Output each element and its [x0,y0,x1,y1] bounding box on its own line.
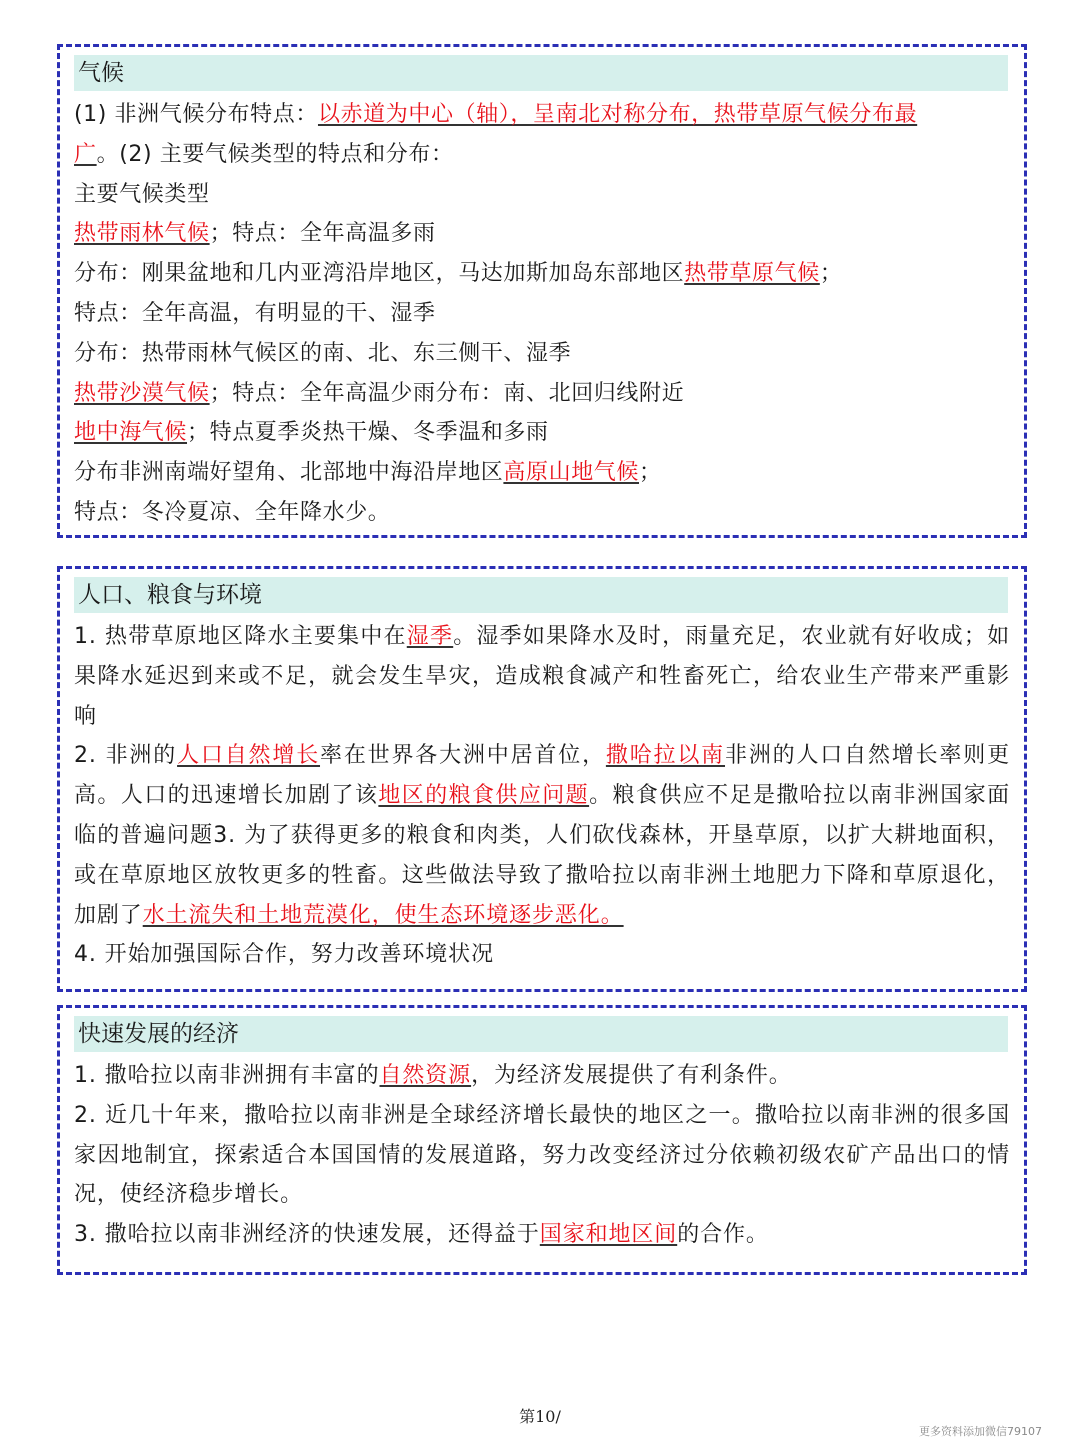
highlight-text: 人口自然增长 [177,743,321,769]
section-economy [57,1005,1027,1275]
highlight-text: 以赤道为中心（轴），呈南北对称分布，热带草原气候分布最 [317,102,918,127]
highlight-text: 广 [74,141,97,167]
text: 2. 非洲的 [74,743,178,769]
highlight-text: 热带雨林气候 [74,221,210,247]
text: 的合作。 [677,1222,769,1248]
economy-paragraph-3 [74,1215,1010,1255]
climate-line-9 [74,413,1010,453]
highlight-text: 热带沙漠气候 [74,380,210,406]
text: ； [819,261,843,287]
climate-line-4 [74,214,1010,254]
text: 特点：全年高温，有明显的干、湿季 [74,300,436,326]
text: ；特点：全年高温少雨分布：南、北回归线附近 [209,380,685,406]
text: 特点：冬冷夏凉、全年降水少。 [74,499,391,525]
highlight-text: 撒哈拉以南 [605,743,726,769]
climate-line-1 [74,95,1010,135]
text: ；特点夏季炎热干燥、冬季温和多雨 [187,420,549,446]
economy-paragraph-1 [74,1056,1010,1096]
climate-line-8 [74,374,1010,414]
section-heading-population: 人口、粮食与环境 [74,577,1008,613]
highlight-text: 水土流失和土地荒漠化，使生态环境逐步恶化。 [142,902,624,928]
text: 3. 撒哈拉以南非洲经济的快速发展，还得益于 [74,1222,540,1248]
text: 分布：刚果盆地和几内亚湾沿岸地区，马达加斯加岛东部地区 [74,261,685,287]
section-climate [57,44,1027,538]
text: 1. 热带草原地区降水主要集中在 [74,624,407,649]
text: (1) 非洲气候分布特点： [74,102,318,127]
highlight-text: 国家和地区间 [539,1222,678,1248]
section-heading-climate: 气候 [74,55,1008,91]
climate-line-10 [74,453,1010,493]
text: 。粮食供应不足是撒哈拉以南非洲国家面临的普遍问题3. 为了获得更多的粮食和肉类，人们砍伐森林，开垦草原，以扩大耕地面积，或在草原地区放牧更多的牲畜。这些做法导致了撒哈拉以南非洲土地肥力下降和草原退化，加剧了 [74,783,1011,928]
text: ；特点：全年高温多雨 [209,221,436,247]
watermark: 更多资料添加微信79107 [919,1425,1042,1438]
section-population [57,566,1027,992]
highlight-text: 热带草原气候 [684,261,820,287]
text: 率在世界各大洲中居首位， [320,743,606,769]
highlight-text: 自然资源 [379,1063,472,1088]
text: 分布非洲南端好望角、北部地中海沿岸地区 [74,460,504,486]
population-paragraph-1 [74,617,1010,736]
climate-line-6 [74,294,1010,334]
climate-line-3 [74,175,1010,215]
highlight-text: 地中海气候 [74,420,188,446]
text: 。(2) 主要气候类型的特点和分布： [96,141,454,167]
section-heading-economy: 快速发展的经济 [74,1016,1008,1052]
text: 分布：热带雨林气候区的南、北、东三侧干、湿季 [74,340,572,366]
population-paragraph-3: 4. 开始加强国际合作，努力改善环境状况 [74,942,494,968]
population-paragraph-2 [74,736,1010,935]
highlight-text: 高原山地气候 [503,460,640,486]
text: 非洲的人口自然增长率则更高。人口的迅速增长加剧了该 [74,743,1010,809]
text: ，为经济发展提供了有利条件。 [471,1063,792,1088]
climate-line-2 [74,135,1010,175]
text: 1. 撒哈拉以南非洲拥有丰富的 [74,1063,380,1088]
climate-line-11 [74,493,1010,533]
economy-paragraph-2: 2. 近几十年来，撒哈拉以南非洲是全球经济增长最快的地区之一。撒哈拉以南非洲的很多国家因地制宜，探索适合本国国情的发展道路，努力改变经济过分依赖初级农矿产品出口的情况，使经济稳步增长。 [74,1102,1010,1208]
highlight-text: 湿季 [406,624,454,649]
page-number: 第10/ [519,1407,561,1426]
text: 主要气候类型 [74,181,210,207]
climate-line-7 [74,334,1010,374]
text: 。湿季如果降水及时，雨量充足，农业就有好收成；如果降水延迟到来或不足，就会发生旱灾，造成粮食减产和牲畜死亡，给农业生产带来严重影响 [74,624,1010,729]
climate-line-5 [74,254,1010,294]
text: ； [639,460,662,486]
highlight-text: 地区的粮食供应问题 [378,783,590,809]
